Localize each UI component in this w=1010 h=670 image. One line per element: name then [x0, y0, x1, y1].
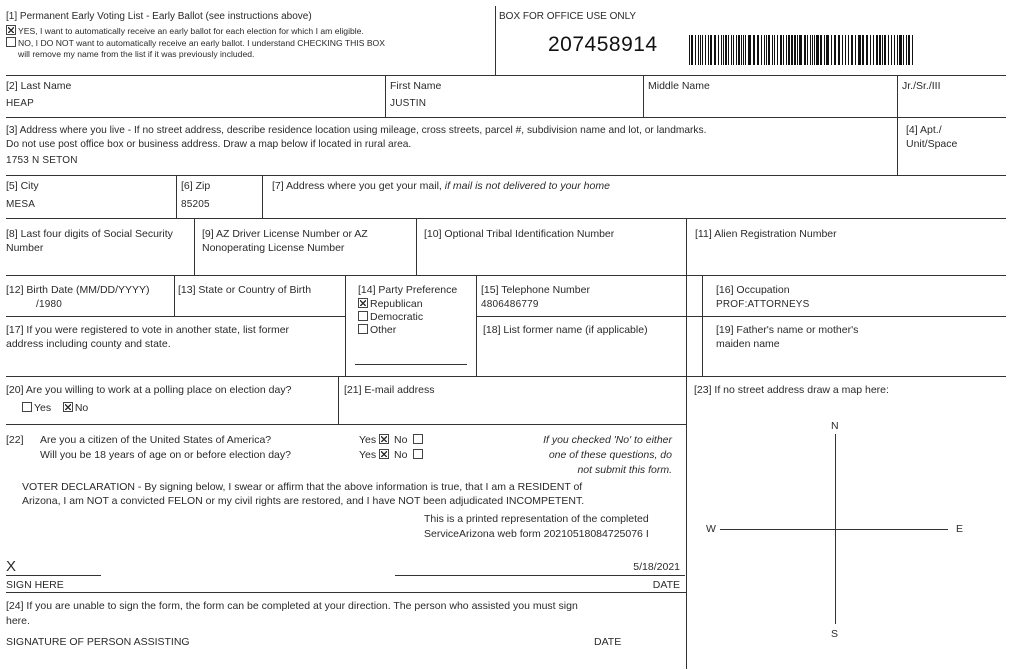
poll-worker-no-checkbox[interactable] — [63, 402, 73, 412]
rule-row17-top-right — [476, 316, 1006, 317]
assist-text-2: here. — [6, 615, 30, 627]
party-republican-label: Republican — [370, 298, 423, 310]
rule-v-tribal — [416, 219, 417, 276]
suffix-label: Jr./Sr./III — [902, 80, 941, 92]
tribal-id-label: [10] Optional Tribal Identification Number — [424, 228, 615, 240]
mail-address-label-italic: if mail is not delivered to your home — [444, 180, 610, 192]
assist-signature-label: SIGNATURE OF PERSON ASSISTING — [6, 636, 190, 648]
assist-date-label: DATE — [594, 636, 622, 648]
rule-v-occ — [702, 276, 703, 376]
parent-name-label-2: maiden name — [716, 338, 780, 350]
former-name-label: [18] List former name (if applicable) — [483, 324, 648, 336]
mail-address-label-main: [7] Address where you get your mail, — [272, 180, 442, 192]
zip-label: [6] Zip — [181, 180, 211, 192]
party-democratic-label: Democratic — [370, 311, 424, 323]
map-label: [23] If no street address draw a map here: — [694, 384, 889, 396]
parent-name-label-1: [19] Father's name or mother's — [716, 324, 859, 336]
ssn-label-1: [8] Last four digits of Social Security — [6, 228, 173, 240]
occupation-label: [16] Occupation — [716, 284, 790, 296]
birth-date-label: [12] Birth Date (MM/DD/YYYY) — [6, 284, 150, 296]
no-warning-1: If you checked 'No' to either — [543, 434, 672, 446]
party-label-1: [14] Party — [358, 284, 403, 296]
citizen-num: [22] — [6, 434, 24, 446]
apt-label-1: [4] Apt./ — [906, 124, 942, 136]
apt-label-2: Unit/Space — [906, 138, 958, 150]
age-yes-checkbox[interactable] — [379, 449, 389, 459]
party-republican-checkbox[interactable] — [358, 298, 368, 308]
map-east-label: E — [956, 523, 964, 535]
early-voting-label: [1] Permanent Early Voting List - Early Ballot (see instructions above) — [6, 11, 312, 22]
rule-v-dl — [194, 219, 195, 276]
ssn-label-2: Number — [6, 242, 44, 254]
age-answers — [359, 449, 425, 462]
early-voting-no-row — [6, 37, 385, 49]
poll-worker-yes-label: Yes — [34, 402, 52, 414]
city-value: MESA — [6, 199, 36, 210]
rule-row20-top — [6, 376, 1006, 377]
early-voting-no-text: NO, I DO NOT want to automatically receive an early ballot. I understand CHECKING THIS BOX — [18, 38, 385, 48]
party-option-republican[interactable] — [358, 298, 423, 311]
citizen-yes-checkbox[interactable] — [379, 434, 389, 444]
age-yes-label: Yes — [359, 449, 377, 461]
rule-row24-top — [6, 592, 686, 593]
age-no-label: No — [393, 449, 408, 461]
early-voting-yes-row — [6, 25, 364, 37]
address-value: 1753 N SETON — [6, 155, 78, 166]
last-name-label: [2] Last Name — [6, 80, 72, 92]
citizen-no-checkbox[interactable] — [413, 434, 423, 444]
last-name-value: HEAP — [6, 98, 35, 109]
prev-address-label-1: [17] If you were registered to vote in another state, list former — [6, 324, 290, 336]
citizen-question: Are you a citizen of the United States of America? — [40, 434, 272, 446]
occupation-value: PROF:ATTORNEYS — [716, 299, 810, 310]
rule-office-left — [495, 6, 496, 76]
poll-worker-yes-checkbox[interactable] — [22, 402, 32, 412]
first-name-value: JUSTIN — [390, 98, 427, 109]
age-no-checkbox[interactable] — [413, 449, 423, 459]
printed-rep-line-1: This is a printed representation of the completed — [424, 513, 649, 525]
rule-v-email — [338, 377, 339, 425]
declaration-line-2: Arizona, I am NOT a convicted FELON or my civil rights are restored, and I have NOT been adjudicated INCOMPETENT. — [22, 495, 585, 507]
rule-row2-top — [6, 75, 1006, 76]
signature-date-value: 5/18/2021 — [633, 561, 680, 573]
map-north-label: N — [831, 420, 839, 432]
early-voting-yes-checkbox[interactable] — [6, 25, 16, 35]
rule-date-line — [395, 575, 685, 576]
office-use-label: BOX FOR OFFICE USE ONLY — [499, 11, 637, 22]
party-democratic-checkbox[interactable] — [358, 311, 368, 321]
party-other-label: Other — [370, 324, 397, 336]
early-voting-no-checkbox[interactable] — [6, 37, 16, 47]
party-option-other[interactable] — [358, 324, 396, 337]
phone-label: [15] Telephone Number — [481, 284, 590, 296]
signature-date-label: DATE — [652, 579, 680, 591]
rule-v-first — [385, 76, 386, 118]
rule-v-zip — [176, 176, 177, 219]
early-voting-yes-text: YES, I want to automatically receive an early ballot for each election for which I am eligible. — [18, 26, 364, 36]
mail-address-label — [272, 180, 610, 193]
sign-here-label: SIGN HERE — [6, 579, 64, 591]
early-voting-no-text-2: will remove my name from the list if it was previously included. — [18, 49, 255, 59]
map-west-label: W — [706, 523, 716, 535]
rule-row12-top — [6, 275, 1006, 276]
rule-party-other-line — [355, 364, 467, 365]
citizen-no-label: No — [393, 434, 408, 446]
middle-name-label: Middle Name — [648, 80, 710, 92]
declaration-line-1: VOTER DECLARATION - By signing below, I swear or affirm that the above information is true, that I am a RESIDENT of — [22, 481, 583, 493]
alien-reg-label: [11] Alien Registration Number — [695, 228, 837, 240]
signature-x[interactable]: X — [6, 558, 17, 575]
first-name-label: First Name — [390, 80, 442, 92]
rule-row8-top — [6, 218, 1006, 219]
poll-worker-no-label: No — [74, 402, 89, 414]
map-south-label: S — [831, 628, 839, 640]
poll-worker-label: [20] Are you willing to work at a polling place on election day? — [6, 384, 292, 396]
email-label: [21] E-mail address — [344, 384, 435, 396]
rule-v-right — [686, 219, 687, 669]
prev-address-label-2: address including county and state. — [6, 338, 171, 350]
city-label: [5] City — [6, 180, 39, 192]
zip-value: 85205 — [181, 199, 210, 210]
rule-row3-top — [6, 117, 1006, 118]
party-label-2: Preference — [405, 284, 458, 296]
no-warning-3: not submit this form. — [577, 464, 672, 476]
assist-text-1: [24] If you are unable to sign the form, the form can be completed at your direction. The person who assisted you must sign — [6, 600, 578, 612]
rule-v-mail — [262, 176, 263, 219]
rule-v-middle — [643, 76, 644, 118]
rule-v-suffix — [897, 76, 898, 176]
age-question: Will you be 18 years of age on or before election day? — [40, 449, 291, 461]
rule-row22-top — [6, 424, 686, 425]
no-warning-2: one of these questions, do — [548, 449, 672, 461]
citizen-answers — [359, 434, 425, 447]
address-label-1: [3] Address where you live - If no street address, describe residence location using mileage, cross streets, parcel #, subdivision name and lot, or landmarks. — [6, 125, 707, 136]
citizen-yes-label: Yes — [359, 434, 377, 446]
phone-value: 4806486779 — [481, 299, 539, 310]
party-label — [358, 284, 457, 297]
rule-row5-top — [6, 175, 1006, 176]
dl-label-2: Nonoperating License Number — [202, 242, 345, 254]
rule-sign-line — [6, 575, 101, 576]
birth-state-label: [13] State or Country of Birth — [178, 284, 312, 296]
barcode-number: 207458914 — [548, 33, 658, 56]
poll-worker-options — [22, 402, 88, 415]
address-label-2: Do not use post office box or business address. Draw a map below if located in rural area. — [6, 139, 412, 150]
party-option-democratic[interactable] — [358, 311, 423, 324]
birth-date-value: /1980 — [36, 299, 63, 310]
dl-label-1: [9] AZ Driver License Number or AZ — [202, 228, 368, 240]
map-horizontal-axis — [720, 529, 948, 530]
party-other-checkbox[interactable] — [358, 324, 368, 334]
rule-v-phone — [476, 276, 477, 376]
rule-row17-top-left — [6, 316, 345, 317]
printed-rep-line-2: ServiceArizona web form 20210518084725076 I — [424, 528, 649, 540]
barcode-image — [689, 35, 915, 65]
rule-v-state — [174, 276, 175, 317]
rule-v-party — [345, 276, 346, 376]
